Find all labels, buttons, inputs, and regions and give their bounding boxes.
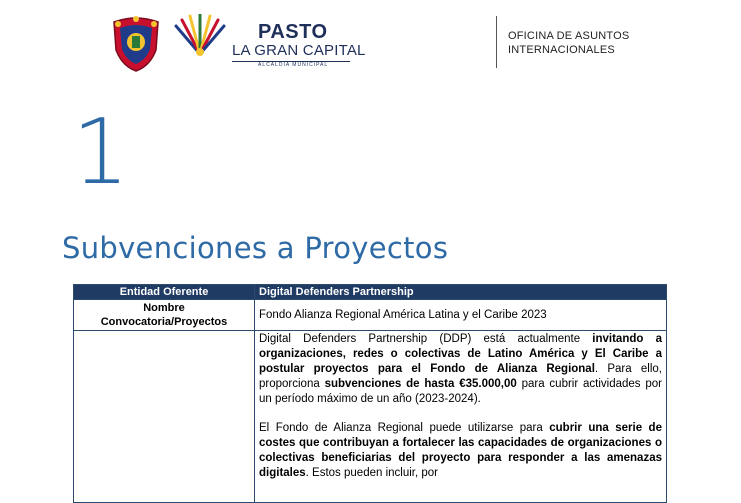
page-header (0, 0, 741, 80)
brand-sub: ALCALDÍA MUNICIPAL (258, 62, 329, 68)
description-cell (255, 331, 667, 503)
header-cell-entity: Entidad Oferente (74, 285, 255, 300)
text-run: . Para ello, proporciona (259, 363, 662, 390)
office-line-2: INTERNACIONALES (508, 44, 615, 56)
label-line-1: Nombre (143, 302, 185, 314)
text-run: El Fondo de Alianza Regional puede utilizarse para (259, 422, 550, 434)
chapter-number: 1 (72, 100, 130, 205)
sunburst-logo-icon (172, 14, 228, 58)
header-cell-value: Digital Defenders Partnership (255, 285, 667, 300)
city-crest-icon (110, 16, 162, 72)
brand-top: PASTO (258, 21, 328, 43)
text-run: Digital Defenders Partnership (DDP) está actualmente (259, 333, 593, 345)
header-divider (496, 16, 497, 68)
office-name (508, 29, 708, 57)
empty-label-cell (74, 331, 255, 503)
text-run-bold: invitando a organizaciones, redes o colectivas de Latino América y El Caribe a postular proyectos para el Fondo de Alianza Regional (259, 333, 662, 375)
label-cell (74, 300, 255, 331)
office-line-1: OFICINA DE ASUNTOS (508, 30, 630, 42)
grant-table (73, 284, 667, 503)
description-paragraph-2 (259, 421, 662, 481)
brand-wordmark (232, 22, 366, 69)
table-header-row (74, 285, 667, 300)
chapter-title: Subvenciones a Proyectos (62, 231, 449, 265)
brand-mid: LA GRAN CAPITAL (232, 42, 366, 59)
label-line-2: Convocatoria/Proyectos (100, 316, 228, 328)
text-run-bold: subvenciones de hasta €35.000,00 (324, 378, 517, 390)
table-row (74, 300, 667, 331)
value-cell: Fondo Alianza Regional América Latina y el Caribe 2023 (255, 300, 667, 331)
text-run-bold: cubrir una serie de costes que contribuyan a fortalecer las capacidades de organizaciones o colectivas beneficiarias del proyecto para responder a las amenazas digitales (259, 422, 662, 479)
text-run: . Estos pueden incluir, por (305, 467, 438, 479)
description-paragraph-1 (259, 332, 662, 407)
text-run: para cubrir actividades por un período máximo de un año (2023-2024). (259, 378, 662, 405)
table-row (74, 331, 667, 503)
